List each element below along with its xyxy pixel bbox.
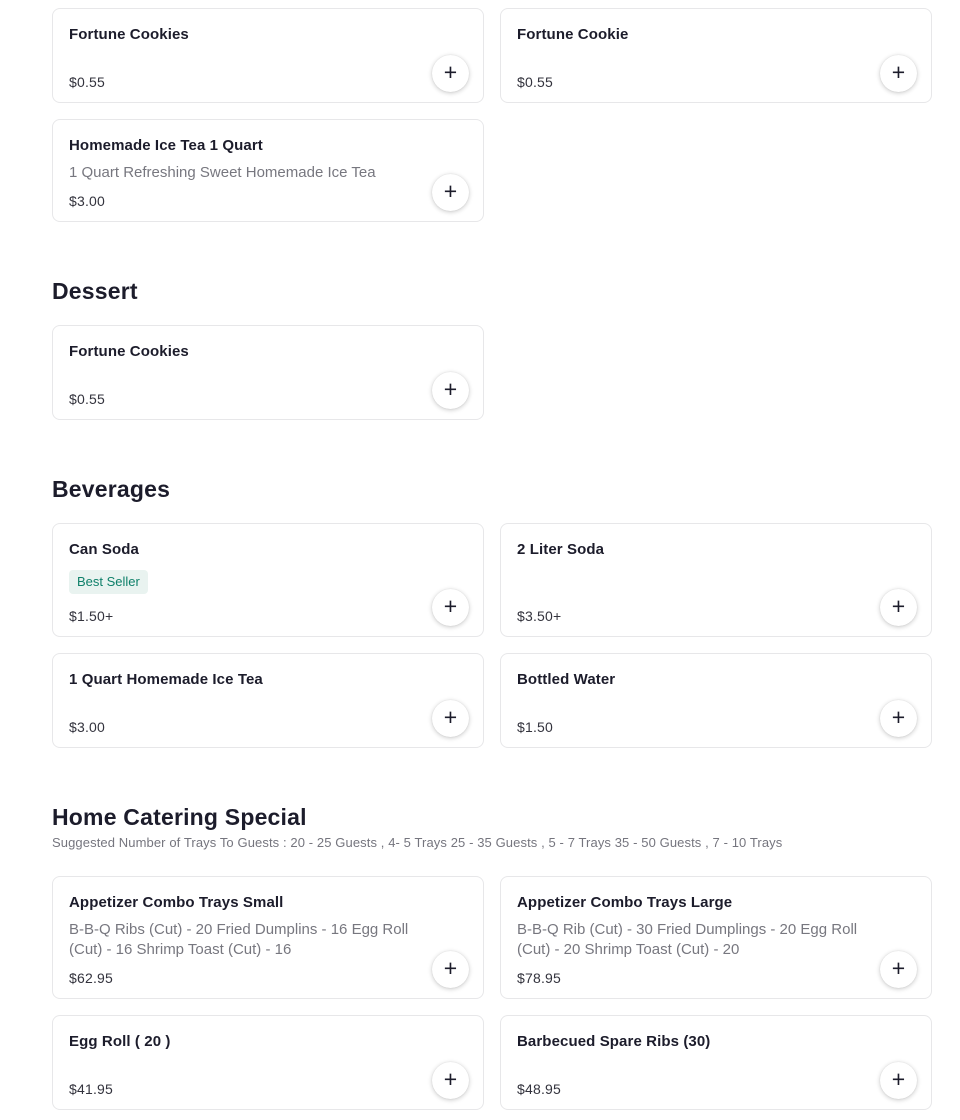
- menu-item-price: $62.95: [69, 970, 114, 986]
- menu-section-dessert: [52, 278, 932, 420]
- menu-item-price: $48.95: [517, 1081, 562, 1097]
- menu-grid: [52, 523, 932, 748]
- menu-item-name: Homemade Ice Tea 1 Quart: [69, 137, 263, 154]
- add-to-cart-button[interactable]: [432, 951, 469, 988]
- menu-item-price: $0.55: [69, 391, 106, 407]
- menu-item-card[interactable]: [500, 8, 932, 103]
- menu-item-price: $3.00: [69, 719, 106, 735]
- menu-item-price: $1.50: [517, 719, 554, 735]
- section-title: Home Catering Special: [52, 804, 307, 830]
- menu-item-name: Fortune Cookies: [69, 26, 189, 43]
- menu-item-price: $41.95: [69, 1081, 114, 1097]
- menu-item-card[interactable]: [52, 325, 484, 420]
- menu-item-name: Can Soda: [69, 541, 139, 558]
- plus-icon: +: [891, 1066, 906, 1092]
- plus-icon: +: [443, 376, 458, 402]
- menu-item-card[interactable]: [500, 876, 932, 999]
- section-title: Beverages: [52, 476, 171, 502]
- add-to-cart-button[interactable]: [880, 951, 917, 988]
- add-to-cart-button[interactable]: [432, 1062, 469, 1099]
- menu-item-name: Egg Roll ( 20 ): [69, 1033, 171, 1050]
- menu-item-description: B-B-Q Rib (Cut) - 30 Fried Dumplings - 20 Egg Roll (Cut) - 20 Shrimp Toast (Cut) - 20: [517, 921, 858, 958]
- add-to-cart-button[interactable]: [880, 1062, 917, 1099]
- menu-item-price: $3.00: [69, 193, 106, 209]
- plus-icon: +: [891, 593, 906, 619]
- plus-icon: +: [443, 955, 458, 981]
- menu-item-name: 1 Quart Homemade Ice Tea: [69, 671, 263, 688]
- menu-item-name: Fortune Cookies: [69, 343, 189, 360]
- menu-item-card[interactable]: [52, 653, 484, 748]
- menu-item-description: 1 Quart Refreshing Sweet Homemade Ice Tea: [69, 164, 376, 181]
- menu-grid: [52, 8, 932, 222]
- add-to-cart-button[interactable]: [432, 700, 469, 737]
- menu-item-name: 2 Liter Soda: [517, 541, 605, 558]
- plus-icon: +: [891, 59, 906, 85]
- menu-section-beverages: [52, 476, 932, 748]
- add-to-cart-button[interactable]: [432, 174, 469, 211]
- menu-item-price: $0.55: [69, 74, 106, 90]
- menu-item-card[interactable]: [52, 8, 484, 103]
- add-to-cart-button[interactable]: [880, 700, 917, 737]
- menu-item-price: $0.55: [517, 74, 554, 90]
- menu-item-price: $3.50+: [517, 608, 562, 624]
- best-seller-badge: Best Seller: [69, 570, 148, 594]
- add-to-cart-button[interactable]: [432, 55, 469, 92]
- menu-item-card[interactable]: [52, 523, 484, 637]
- plus-icon: +: [891, 955, 906, 981]
- menu-item-card[interactable]: [52, 876, 484, 999]
- add-to-cart-button[interactable]: [432, 589, 469, 626]
- plus-icon: +: [443, 704, 458, 730]
- menu-grid: [52, 876, 932, 1110]
- menu-item-card[interactable]: [500, 523, 932, 637]
- menu-section-top: [52, 8, 932, 222]
- plus-icon: +: [443, 178, 458, 204]
- menu-item-price: $78.95: [517, 970, 562, 986]
- menu-section-home-catering-special: [52, 804, 932, 1110]
- plus-icon: +: [443, 593, 458, 619]
- plus-icon: +: [443, 1066, 458, 1092]
- menu-item-name: Barbecued Spare Ribs (30): [517, 1033, 711, 1050]
- menu-grid: [52, 325, 932, 420]
- menu-item-name: Bottled Water: [517, 671, 616, 688]
- section-title: Dessert: [52, 278, 138, 304]
- menu-item-name: Appetizer Combo Trays Large: [517, 894, 733, 911]
- add-to-cart-button[interactable]: [432, 372, 469, 409]
- menu-item-name: Fortune Cookie: [517, 26, 629, 43]
- menu-item-card[interactable]: [52, 1015, 484, 1110]
- menu-item-price: $1.50+: [69, 608, 114, 624]
- plus-icon: +: [891, 704, 906, 730]
- section-subtitle: Suggested Number of Trays To Guests : 20 - 25 Guests , 4- 5 Trays 25 - 35 Guests , 5 - 7 Trays 35 - 50 Guests , 7 - 10 Trays: [52, 835, 783, 850]
- menu-item-card[interactable]: [500, 1015, 932, 1110]
- menu-item-card[interactable]: [52, 119, 484, 222]
- menu-item-description: B-B-Q Ribs (Cut) - 20 Fried Dumplins - 16 Egg Roll (Cut) - 16 Shrimp Toast (Cut) - 16: [69, 921, 409, 958]
- add-to-cart-button[interactable]: [880, 589, 917, 626]
- plus-icon: +: [443, 59, 458, 85]
- menu-item-card[interactable]: [500, 653, 932, 748]
- add-to-cart-button[interactable]: [880, 55, 917, 92]
- menu-item-name: Appetizer Combo Trays Small: [69, 894, 284, 911]
